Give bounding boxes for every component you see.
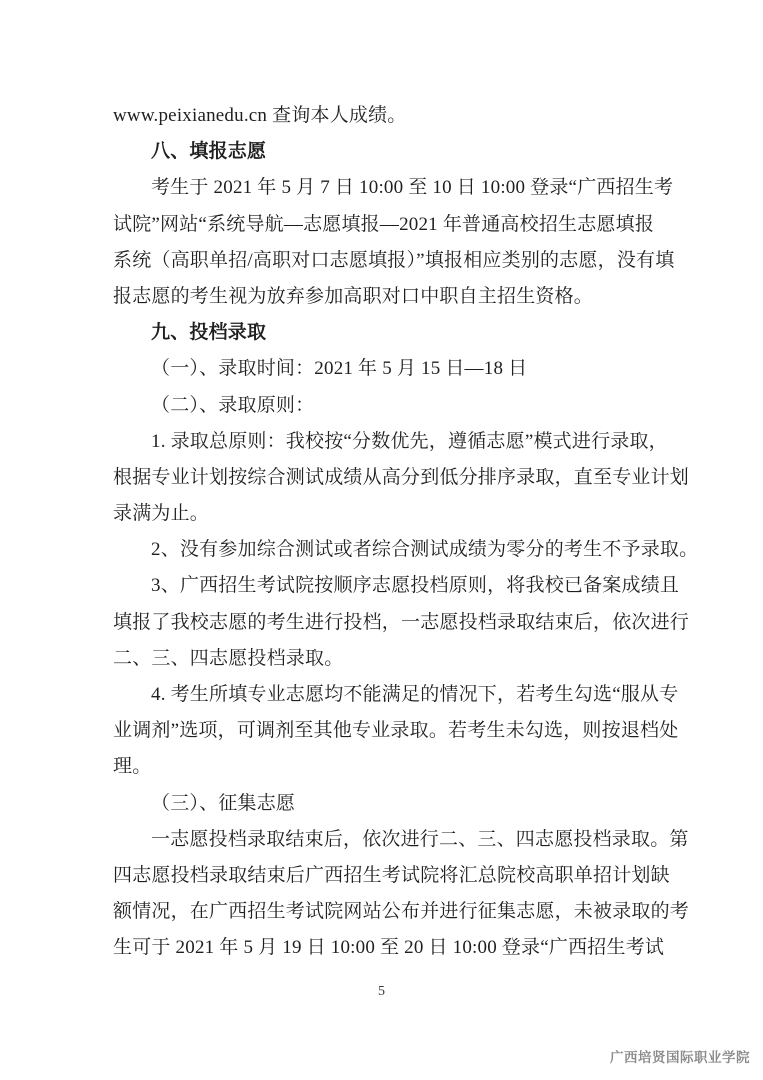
text-line: 2、没有参加综合测试或者综合测试成绩为零分的考生不予录取。 (151, 539, 699, 561)
school-name-watermark: 广西培贤国际职业学院 (610, 1050, 750, 1065)
text-line: 额情况，在广西招生考试院网站公布并进行征集志愿，未被录取的考 (113, 901, 690, 923)
text-line: 4. 考生所填专业志愿均不能满足的情况下，若考生勾选“服从专 (151, 684, 679, 705)
text-line: （三）、征集志愿 (151, 792, 296, 814)
text-line: 二、三、四志愿投档录取。 (113, 647, 344, 669)
text-line: 业调剂”选项，可调剂至其他专业录取。若考生未勾选，则按退档处 (113, 720, 679, 742)
section-heading: 九、投档录取 (151, 322, 267, 344)
text-line: 1. 录取总原则：我校按“分数优先，遵循志愿”模式进行录取， (151, 430, 668, 452)
text-line: 考生于 2021 年 5 月 7 日 10:00 至 10 日 10:00 登录“广西招生考 (151, 177, 674, 199)
text-line: （二）、录取原则： (151, 394, 315, 416)
section-heading: 八、填报志愿 (151, 141, 267, 163)
text-line: 报志愿的考生视为放弃参加高职对口中职自主招生资格。 (113, 285, 594, 307)
text-line: 试院”网站“系统导航—志愿填报—2021 年普通高校招生志愿填报 (113, 213, 655, 235)
text-line: 填报了我校志愿的考生进行投档，一志愿投档录取结束后，依次进行 (113, 611, 690, 633)
document-body (113, 98, 699, 967)
text-line: 生可于 2021 年 5 月 19 日 10:00 至 20 日 10:00 登录“广西招生考试 (113, 937, 665, 959)
text-line: 录满为止。 (113, 503, 210, 525)
text-line: 系统（高职单招/高职对口志愿填报）”填报相应类别的志愿，没有填 (113, 249, 675, 271)
text-line: 理。 (113, 756, 152, 778)
text-line: （一）、录取时间：2021 年 5 月 15 日—18 日 (151, 358, 528, 380)
text-line: 3、广西招生考试院按顺序志愿投档原则，将我校已备案成绩且 (151, 575, 680, 597)
text-line: 四志愿投档录取结束后广西招生考试院将汇总院校高职单招计划缺 (113, 864, 670, 886)
text-line: www.peixianedu.cn 查询本人成绩。 (113, 105, 407, 126)
text-line: 一志愿投档录取结束后，依次进行二、三、四志愿投档录取。第 (151, 828, 689, 850)
text-line: 根据专业计划按综合测试成绩从高分到低分排序录取，直至专业计划 (113, 466, 690, 488)
page-number: 5 (378, 984, 385, 999)
